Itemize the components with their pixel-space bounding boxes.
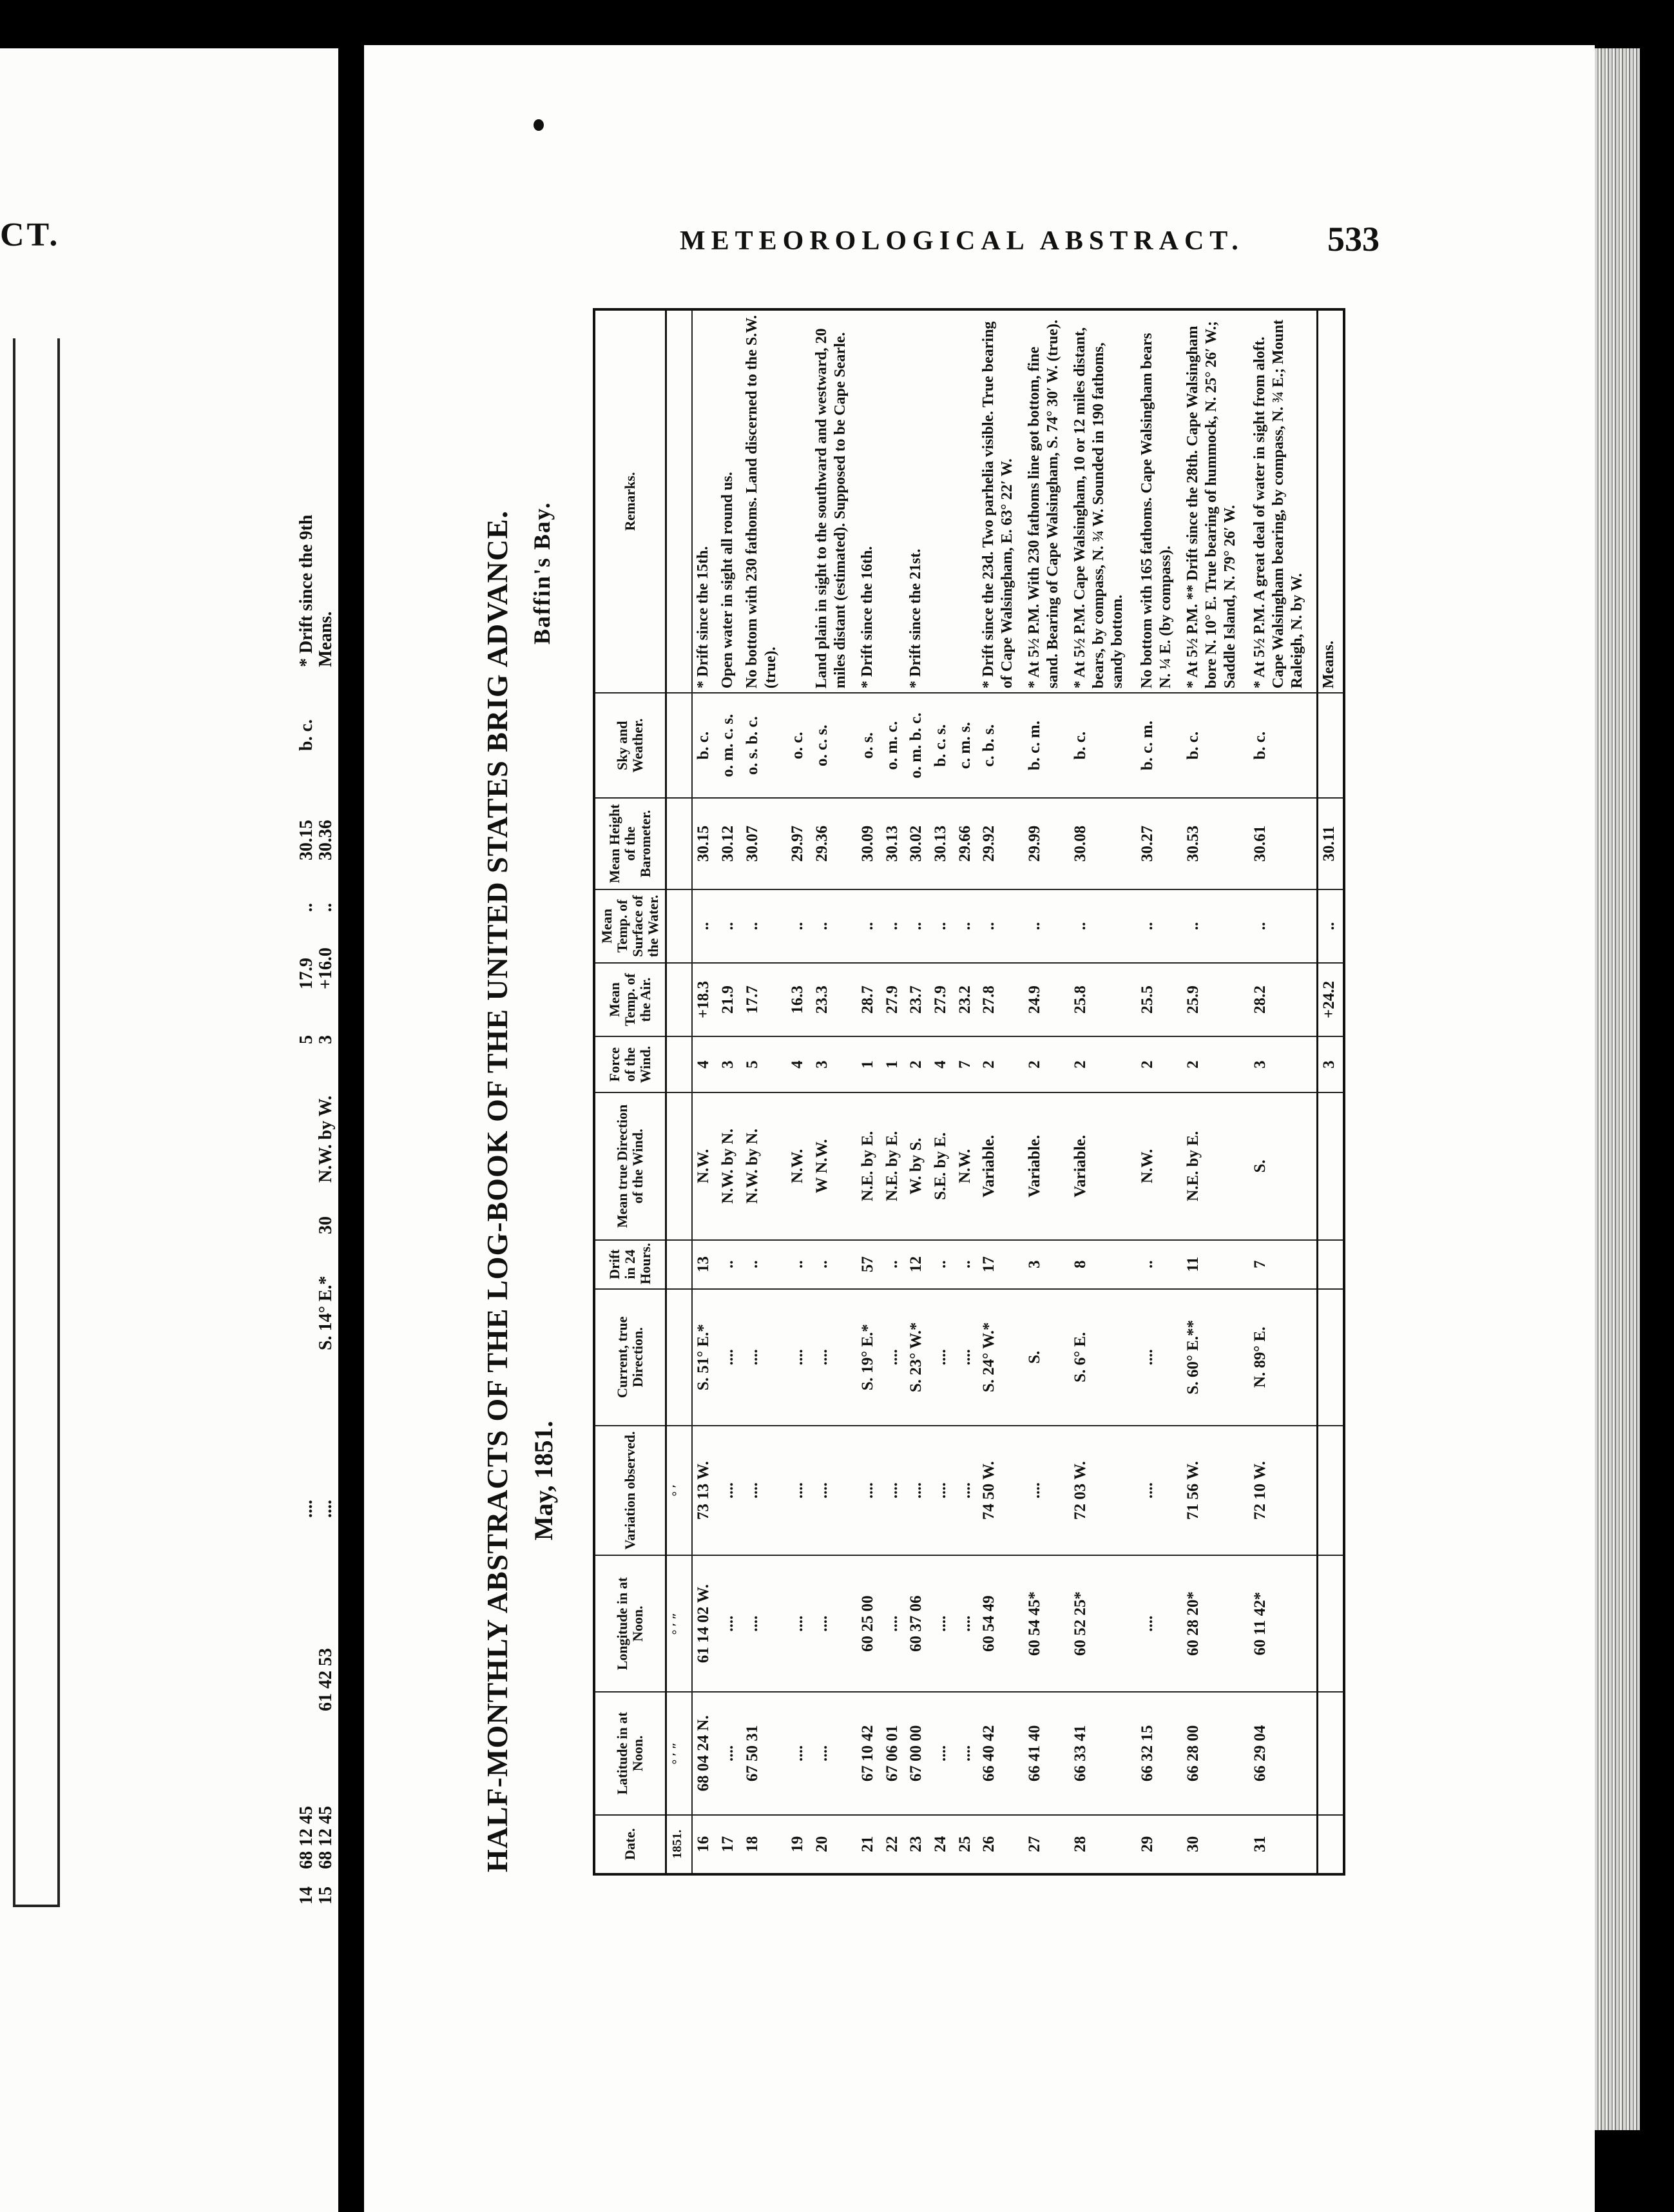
cell-lon: .... (1137, 1555, 1182, 1692)
cell-wind: N.E. by E. (881, 1092, 906, 1239)
book-gutter (338, 48, 364, 2212)
cell-rem: Land plain in sight to the southward and westward, 20 miles distant (estimated). Supposed to be Cape Searle. (811, 309, 857, 693)
cell-var: .... (881, 1426, 906, 1555)
cell-cur: .... (930, 1289, 954, 1426)
cell-wind: W. by S. (905, 1092, 930, 1239)
prev-date-2: 15 (316, 1887, 336, 1905)
prev-lat-2: 68 12 45 (316, 1806, 336, 1869)
prev-lon-1: 61 42 53 (316, 1648, 336, 1711)
cell-wind: N.W. by N. (717, 1092, 742, 1239)
table-row (1249, 309, 1318, 1874)
table-title: HALF-MONTHLY ABSTRACTS OF THE LOG-BOOK OF THE UNITED STATES BRIG ADVANCE. (481, 510, 514, 1872)
cell-drift: 8 (1070, 1240, 1137, 1289)
cell-date: 27 (1024, 1815, 1070, 1874)
cell-lon: .... (930, 1555, 954, 1692)
cell-wind: W N.W. (811, 1092, 857, 1239)
cell-force: 2 (1137, 1036, 1182, 1092)
cell-var: .... (811, 1426, 857, 1555)
cell-water: .. (1249, 889, 1318, 963)
cell-baro: 30.27 (1137, 798, 1182, 889)
cell-rem: * Drift since the 23d. Two parhelia visible. True bearing of Cape Walsingham, E. 63° 22′ W. (978, 309, 1024, 693)
cell-water: .. (857, 889, 881, 963)
cell-baro: 30.13 (881, 798, 906, 889)
cell-rem (787, 309, 811, 693)
cell-air: 27.8 (978, 963, 1024, 1036)
cell-baro: 29.36 (811, 798, 857, 889)
cell-cur: N. 89° E. (1249, 1289, 1318, 1426)
cell-date: 23 (905, 1815, 930, 1874)
cell-rem: No bottom with 165 fathoms. Cape Walsingham bears N. ¼ E. (by compass). (1137, 309, 1182, 693)
cell-lat: 66 41 40 (1024, 1692, 1070, 1814)
cell-sky: b. c. (692, 693, 717, 798)
col-drift: Drift in 24 Hours. (594, 1240, 666, 1289)
cell-drift: .. (1137, 1240, 1182, 1289)
cell-cur: .... (742, 1289, 787, 1426)
cell-water: .. (954, 889, 979, 963)
prev-cur-1: S. 14° E.* (316, 1276, 336, 1350)
cell-rem (881, 309, 906, 693)
prev-water-2: .. (316, 903, 336, 912)
cell-force: 3 (811, 1036, 857, 1092)
cell-drift: 17 (978, 1240, 1024, 1289)
cell-sky: c. m. s. (954, 693, 979, 798)
table-row (905, 309, 930, 1874)
means-row (1317, 309, 1344, 1874)
previous-page-fragment (0, 48, 338, 2212)
cell-air: 25.9 (1182, 963, 1249, 1036)
cell-var: 74 50 W. (978, 1426, 1024, 1555)
cell-baro: 30.02 (905, 798, 930, 889)
cell-date: 26 (978, 1815, 1024, 1874)
cell-sky: o. c. s. (811, 693, 857, 798)
cell-date: 25 (954, 1815, 979, 1874)
table-row (787, 309, 811, 1874)
cell-date: 19 (787, 1815, 811, 1874)
cell-cur: .... (1137, 1289, 1182, 1426)
cell-air: 25.8 (1070, 963, 1137, 1036)
cell-cur: .... (811, 1289, 857, 1426)
cell-date: 20 (811, 1815, 857, 1874)
cell-date: 18 (742, 1815, 787, 1874)
cell-air: 21.9 (717, 963, 742, 1036)
cell-lon: 60 54 45* (1024, 1555, 1070, 1692)
subheader-var: ° ′ (666, 1426, 693, 1555)
prev-date-1: 14 (296, 1887, 316, 1905)
cell-date: 31 (1249, 1815, 1318, 1874)
table-row (881, 309, 906, 1874)
cell-wind: N.W. (787, 1092, 811, 1239)
cell-wind: N.E. by E. (857, 1092, 881, 1239)
cell-date: 29 (1137, 1815, 1182, 1874)
means-water: .. (1317, 889, 1344, 963)
table-row (1137, 309, 1182, 1874)
cell-cur: S. 6° E. (1070, 1289, 1137, 1426)
cell-wind: Variable. (978, 1092, 1024, 1239)
cell-var: .... (930, 1426, 954, 1555)
cell-sky: o. s. (857, 693, 881, 798)
running-header: METEOROLOGICAL ABSTRACT. (680, 226, 1244, 256)
cell-rem (954, 309, 979, 693)
cell-baro: 30.08 (1070, 798, 1137, 889)
prev-water-1: .. (296, 903, 316, 912)
previous-page-rows (19, 338, 336, 1905)
cell-sky: o. c. (787, 693, 811, 798)
log-table (593, 308, 1345, 1876)
cell-var: .... (742, 1426, 787, 1555)
cell-lon: 60 54 49 (978, 1555, 1024, 1692)
cell-lat: 66 33 41 (1070, 1692, 1137, 1814)
cell-date: 24 (930, 1815, 954, 1874)
cell-cur: S. 51° E.* (692, 1289, 717, 1426)
cell-water: .. (1182, 889, 1249, 963)
cell-air: 27.9 (930, 963, 954, 1036)
prev-force-2: 3 (316, 1035, 336, 1044)
cell-baro: 29.99 (1024, 798, 1070, 889)
prev-drift-1: 30 (316, 1216, 336, 1234)
cell-water: .. (1137, 889, 1182, 963)
table-row (811, 309, 857, 1874)
prev-sky-1: b. c. (296, 719, 316, 751)
cell-rem: * At 5½ P.M. A great deal of water in sight from aloft. Cape Walsingham bearing, by compass, N. ¾ E.; Mount Raleigh, N. by W. (1249, 309, 1318, 693)
log-table-frame (593, 308, 1345, 1876)
prev-lat-1: 68 12 45 (296, 1806, 316, 1869)
cell-sky: b. c. m. (1137, 693, 1182, 798)
col-wind-direction: Mean true Direction of the Wind. (594, 1092, 666, 1239)
cell-lat: 67 00 00 (905, 1692, 930, 1814)
cell-force: 7 (954, 1036, 979, 1092)
cell-sky: b. c. m. (1024, 693, 1070, 798)
cell-cur: S. (1024, 1289, 1070, 1426)
cell-drift: 13 (692, 1240, 717, 1289)
table-row (742, 309, 787, 1874)
subheader-row (666, 309, 693, 1874)
cell-force: 2 (1070, 1036, 1137, 1092)
cell-water: .. (742, 889, 787, 963)
cell-baro: 30.09 (857, 798, 881, 889)
cell-var: 71 56 W. (1182, 1426, 1249, 1555)
cell-rem: * Drift since the 21st. (905, 309, 930, 693)
cell-date: 17 (717, 1815, 742, 1874)
cell-drift: 12 (905, 1240, 930, 1289)
table-row (857, 309, 881, 1874)
cell-var: .... (954, 1426, 979, 1555)
col-date: Date. (594, 1815, 666, 1874)
cell-lat: 66 29 04 (1249, 1692, 1318, 1814)
cell-air: 23.7 (905, 963, 930, 1036)
cell-lat: 66 32 15 (1137, 1692, 1182, 1814)
cell-baro: 30.15 (692, 798, 717, 889)
cell-baro: 30.53 (1182, 798, 1249, 889)
cell-date: 30 (1182, 1815, 1249, 1874)
cell-water: .. (692, 889, 717, 963)
means-baro: 30.11 (1317, 798, 1344, 889)
cell-cur: .... (954, 1289, 979, 1426)
col-wind-force: Force of the Wind. (594, 1036, 666, 1092)
prev-air-1: 17.9 (296, 958, 316, 989)
cell-air: 25.5 (1137, 963, 1182, 1036)
cell-rem: * At 5½ P.M. Cape Walsingham, 10 or 12 miles distant, bears, by compass, N. ¾ W. Sounded in 190 fathoms, sandy bottom. (1070, 309, 1137, 693)
cell-var: .... (1024, 1426, 1070, 1555)
cell-sky: b. c. (1249, 693, 1318, 798)
cell-rem: No bottom with 230 fathoms. Land discerned to the S.W. (true). (742, 309, 787, 693)
col-sky: Sky and Weather. (594, 693, 666, 798)
cell-water: .. (930, 889, 954, 963)
cell-air: 24.9 (1024, 963, 1070, 1036)
cell-var: .... (717, 1426, 742, 1555)
cell-sky: o. m. b. c. (905, 693, 930, 798)
cell-force: 2 (1024, 1036, 1070, 1092)
prev-wind-1: N.W. by W. (316, 1095, 336, 1183)
cell-rem: * At 5½ P.M. With 230 fathoms line got bottom, fine sand. Bearing of Cape Walsingham, S. 74° 30′ W. (true). (1024, 309, 1070, 693)
cell-cur: S. 60° E.** (1182, 1289, 1249, 1426)
log-table-rotated (593, 308, 1345, 1876)
cell-sky: o. m. c. (881, 693, 906, 798)
cell-lat: 67 10 42 (857, 1692, 881, 1814)
means-force: 3 (1317, 1036, 1344, 1092)
cell-drift: .. (742, 1240, 787, 1289)
cell-force: 2 (905, 1036, 930, 1092)
cell-wind: S.E. by E. (930, 1092, 954, 1239)
cell-drift: 57 (857, 1240, 881, 1289)
cell-wind: N.W. (1137, 1092, 1182, 1239)
table-row (978, 309, 1024, 1874)
cell-sky: b. c. (1070, 693, 1137, 798)
cell-cur: S. 23° W.* (905, 1289, 930, 1426)
cell-sky: b. c. (1182, 693, 1249, 798)
cell-lat: .... (954, 1692, 979, 1814)
table-row (1070, 309, 1137, 1874)
cell-air: 17.7 (742, 963, 787, 1036)
cell-lat: 68 04 24 N. (692, 1692, 717, 1814)
cell-var: 73 13 W. (692, 1426, 717, 1555)
cell-lat: .... (930, 1692, 954, 1814)
table-row (954, 309, 979, 1874)
cell-baro: 30.61 (1249, 798, 1318, 889)
cell-wind: S. (1249, 1092, 1318, 1239)
cell-force: 3 (1249, 1036, 1318, 1092)
cell-water: .. (978, 889, 1024, 963)
cell-drift: 7 (1249, 1240, 1318, 1289)
means-air: +24.2 (1317, 963, 1344, 1036)
cell-rem: Open water in sight all round us. (717, 309, 742, 693)
prev-baro-1: 30.15 (296, 820, 316, 860)
prev-var-1: .... (296, 1500, 316, 1518)
prev-rem-2: Means. (316, 611, 336, 667)
cell-wind: Variable. (1024, 1092, 1070, 1239)
cell-date: 16 (692, 1815, 717, 1874)
cell-lon: .... (811, 1555, 857, 1692)
table-row (1024, 309, 1070, 1874)
table-month: May, 1851. (529, 1421, 558, 1540)
cell-wind: Variable. (1070, 1092, 1137, 1239)
cell-baro: 29.66 (954, 798, 979, 889)
col-water-temp: Mean Temp. of Surface of the Water. (594, 889, 666, 963)
prev-air-2: +16.0 (316, 947, 336, 989)
cell-air: 16.3 (787, 963, 811, 1036)
cell-lon: 61 14 02 W. (692, 1555, 717, 1692)
cell-lat: 67 50 31 (742, 1692, 787, 1814)
table-row (717, 309, 742, 1874)
col-barometer: Mean Height of the Barometer. (594, 798, 666, 889)
cell-force: 5 (742, 1036, 787, 1092)
cell-rem: * At 5½ P.M. ** Drift since the 28th. Cape Walsingham bore N. 10° E. True bearing of hummock, N. 25° 26′ W.; Saddle Island, N. 79° 26′ W. (1182, 309, 1249, 693)
col-air-temp: Mean Temp. of the Air. (594, 963, 666, 1036)
cell-date: 21 (857, 1815, 881, 1874)
cell-air: 23.2 (954, 963, 979, 1036)
cell-var: .... (905, 1426, 930, 1555)
cell-air: +18.3 (692, 963, 717, 1036)
cell-sky: o. m. c. s. (717, 693, 742, 798)
cell-baro: 29.92 (978, 798, 1024, 889)
subheader-date: 1851. (666, 1815, 693, 1874)
cell-baro: 29.97 (787, 798, 811, 889)
cell-water: .. (811, 889, 857, 963)
cell-cur: S. 24° W.* (978, 1289, 1024, 1426)
cell-cur: .... (787, 1289, 811, 1426)
cell-water: .. (787, 889, 811, 963)
cell-rem: * Drift since the 15th. (692, 309, 717, 693)
cell-drift: .. (787, 1240, 811, 1289)
prev-baro-2: 30.36 (316, 820, 336, 860)
table-row (930, 309, 954, 1874)
cell-lat: .... (787, 1692, 811, 1814)
cell-baro: 30.07 (742, 798, 787, 889)
log-table-body (666, 309, 1345, 1874)
cell-drift: 3 (1024, 1240, 1070, 1289)
cell-lat: 66 28 00 (1182, 1692, 1249, 1814)
cell-lat: 67 06 01 (881, 1692, 906, 1814)
cell-wind: N.E. by E. (1182, 1092, 1249, 1239)
cell-air: 23.3 (811, 963, 857, 1036)
cell-sky: b. c. s. (930, 693, 954, 798)
cell-lon: .... (954, 1555, 979, 1692)
cell-var: .... (787, 1426, 811, 1555)
cell-sky: c. b. s. (978, 693, 1024, 798)
col-variation: Variation observed. (594, 1426, 666, 1555)
cell-force: 1 (857, 1036, 881, 1092)
col-longitude: Longitude in at Noon. (594, 1555, 666, 1692)
cell-force: 1 (881, 1036, 906, 1092)
cell-wind: N.W. by N. (742, 1092, 787, 1239)
cell-baro: 30.13 (930, 798, 954, 889)
cell-cur: S. 19° E.* (857, 1289, 881, 1426)
ink-spot (534, 119, 544, 131)
cell-force: 4 (787, 1036, 811, 1092)
cell-var: .... (857, 1426, 881, 1555)
cell-cur: .... (717, 1289, 742, 1426)
cell-water: .. (905, 889, 930, 963)
cell-cur: .... (881, 1289, 906, 1426)
table-row (692, 309, 717, 1874)
page-edges (1595, 48, 1640, 2130)
table-location: Baffin's Bay. (529, 501, 555, 645)
cell-lon: 60 28 20* (1182, 1555, 1249, 1692)
cell-lon: 60 25 00 (857, 1555, 881, 1692)
cell-lat: .... (811, 1692, 857, 1814)
cell-drift: 11 (1182, 1240, 1249, 1289)
means-label: Means. (1317, 309, 1344, 693)
cell-baro: 30.12 (717, 798, 742, 889)
cell-air: 28.2 (1249, 963, 1318, 1036)
cell-lat: .... (717, 1692, 742, 1814)
previous-page-header: CT. (0, 217, 61, 253)
cell-lon: .... (881, 1555, 906, 1692)
cell-wind: N.W. (692, 1092, 717, 1239)
subheader-lat: ° ′ ″ (666, 1692, 693, 1814)
col-current: Current, true Direction. (594, 1289, 666, 1426)
cell-water: .. (717, 889, 742, 963)
cell-lon: 60 11 42* (1249, 1555, 1318, 1692)
cell-rem (930, 309, 954, 693)
cell-water: .. (1024, 889, 1070, 963)
cell-air: 27.9 (881, 963, 906, 1036)
cell-water: .. (1070, 889, 1137, 963)
cell-lon: .... (742, 1555, 787, 1692)
cell-wind: N.W. (954, 1092, 979, 1239)
cell-drift: .. (954, 1240, 979, 1289)
cell-lon: 60 37 06 (905, 1555, 930, 1692)
cell-var: 72 03 W. (1070, 1426, 1137, 1555)
subheader-lon: ° ′ ″ (666, 1555, 693, 1692)
prev-rem-1: * Drift since the 9th (296, 514, 316, 667)
cell-sky: o. s. b. c. (742, 693, 787, 798)
cell-force: 2 (978, 1036, 1024, 1092)
cell-lon: .... (717, 1555, 742, 1692)
cell-drift: .. (811, 1240, 857, 1289)
cell-var: 72 10 W. (1249, 1426, 1318, 1555)
cell-force: 4 (930, 1036, 954, 1092)
cell-date: 22 (881, 1815, 906, 1874)
cell-lon: .... (787, 1555, 811, 1692)
cell-drift: .. (717, 1240, 742, 1289)
col-latitude: Latitude in at Noon. (594, 1692, 666, 1814)
page-number: 533 (1327, 220, 1380, 258)
col-remarks: Remarks. (594, 309, 666, 693)
table-row (1182, 309, 1249, 1874)
cell-air: 28.7 (857, 963, 881, 1036)
prev-var-2: .... (316, 1500, 336, 1518)
cell-force: 2 (1182, 1036, 1249, 1092)
cell-force: 3 (717, 1036, 742, 1092)
cell-drift: .. (881, 1240, 906, 1289)
cell-lat: 66 40 42 (978, 1692, 1024, 1814)
prev-force-1: 5 (296, 1035, 316, 1044)
cell-rem: * Drift since the 16th. (857, 309, 881, 693)
cell-date: 28 (1070, 1815, 1137, 1874)
cell-force: 4 (692, 1036, 717, 1092)
cell-var: .... (1137, 1426, 1182, 1555)
cell-drift: .. (930, 1240, 954, 1289)
cell-water: .. (881, 889, 906, 963)
cell-lon: 60 52 25* (1070, 1555, 1137, 1692)
